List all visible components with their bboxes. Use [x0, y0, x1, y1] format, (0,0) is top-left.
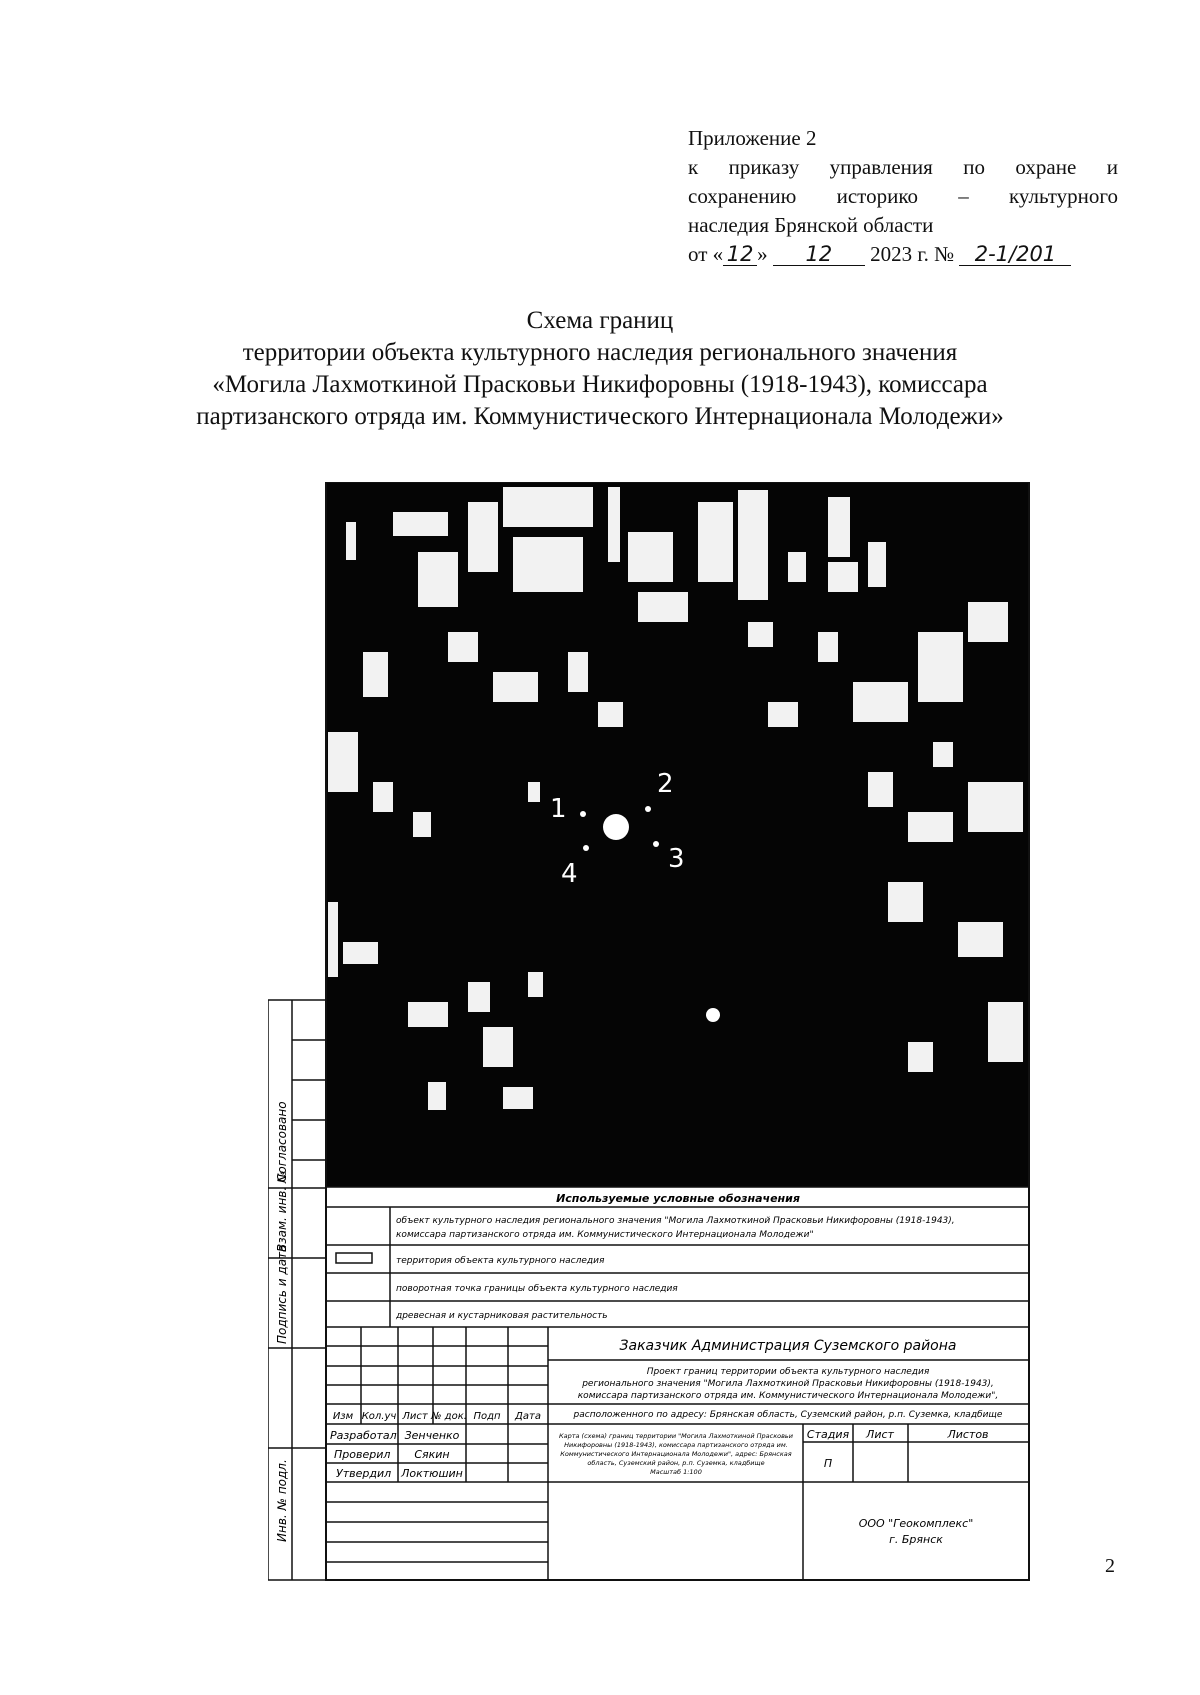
project-line-2: регионального значения "Могила Лахмоткиной Прасковьи Никифоровны (1918-1943),: [582, 1379, 994, 1389]
side-soglasovano: Согласовано: [275, 1101, 289, 1182]
project-line-3: комиссара партизанского отряда им. Коммунистического Интернационала Молодежи",: [577, 1391, 999, 1401]
side-vzam: Взам. инв. №: [275, 1170, 289, 1252]
name-developed: Зенченко: [404, 1429, 460, 1442]
point-label-3: 3: [668, 844, 685, 874]
side-podpis: Подпись и дата: [275, 1244, 289, 1344]
sheet-label: Лист: [866, 1428, 894, 1441]
legend-row4: древесная и кустарниковая растительность: [396, 1311, 608, 1321]
point-label-2: 2: [657, 769, 674, 799]
satellite-map: [326, 482, 1029, 1187]
map-desc-3: Коммунистического Интернационала Молодежи", адрес: Брянская: [560, 1450, 792, 1458]
date-year: 2023 г. №: [870, 242, 955, 266]
appendix-line-2: сохранению историко – культурного: [688, 184, 1118, 208]
point-label-4: 4: [561, 859, 578, 889]
side-inv: Инв. № подл.: [275, 1459, 289, 1542]
stage-value: П: [823, 1457, 833, 1470]
legend-row2: территория объекта культурного наследия: [396, 1256, 605, 1266]
map-desc-5: Масштаб 1:100: [650, 1468, 702, 1476]
tree-marker: [706, 1008, 720, 1022]
map-desc-2: Никифоровны (1918-1943), комиссара партизанского отряда им.: [564, 1441, 788, 1449]
grave-marker: [603, 814, 629, 840]
legend-header: Используемые условные обозначения: [556, 1192, 800, 1205]
appendix-heading: Приложение 2: [688, 126, 817, 150]
date-month: 12: [773, 243, 865, 266]
date-mid: »: [757, 242, 768, 266]
name-approved: Локтюшин: [401, 1467, 463, 1480]
col-doc: № док.: [431, 1411, 467, 1422]
customer-label: Заказчик Администрация Суземского района: [619, 1338, 957, 1354]
appendix-line-1: к приказу управления по охране и: [688, 155, 1118, 179]
legend-row1-line2: комиссара партизанского отряда им. Коммунистического Интернационала Молодежи": [396, 1230, 814, 1240]
legend-row1-line1: объект культурного наследия регионального значения "Могила Лахмоткиной Прасковьи Никифоровны (1918-1943),: [396, 1216, 955, 1226]
col-list: Лист: [402, 1411, 428, 1422]
date-day: 12: [723, 243, 757, 266]
page-number: 2: [1105, 1555, 1115, 1577]
title-line-4: партизанского отряда им. Коммунистического Интернационала Молодежи»: [196, 403, 1004, 430]
turning-point-2: [645, 806, 651, 812]
map-desc-4: область, Суземский район, р.п. Суземка, кладбище: [587, 1459, 765, 1467]
name-checked: Сякин: [414, 1448, 450, 1461]
date-prefix: от «: [688, 242, 724, 266]
role-developed: Разработал: [330, 1429, 397, 1442]
order-number: 2-1/201: [959, 243, 1071, 266]
role-checked: Проверил: [334, 1448, 391, 1461]
col-data: Дата: [515, 1411, 541, 1422]
territory-legend-swatch: [336, 1253, 372, 1263]
title-line-1: Схема границ: [526, 307, 674, 334]
col-podp: Подп: [473, 1411, 501, 1422]
sheets-label: Листов: [947, 1428, 989, 1441]
turning-point-1: [580, 811, 586, 817]
point-label-1: 1: [550, 794, 567, 824]
project-line-1: Проект границ территории объекта культурного наследия: [646, 1367, 930, 1377]
legend-row3: поворотная точка границы объекта культурного наследия: [396, 1284, 678, 1294]
title-line-3: «Могила Лахмоткиной Прасковьи Никифоровны (1918-1943), комиссара: [212, 371, 988, 398]
document-title: [100, 305, 1100, 433]
stage-label: Стадия: [806, 1428, 850, 1441]
company-name: ООО "Геокомплекс": [858, 1517, 974, 1530]
project-line-4: расположенного по адресу: Брянская область, Суземский район, р.п. Суземка, кладбище: [573, 1410, 1003, 1420]
drawing-sheet: [268, 482, 1048, 1582]
appendix-line-3: наследия Брянской области: [688, 213, 934, 237]
turning-point-3: [653, 841, 659, 847]
title-line-2: территории объекта культурного наследия регионального значения: [242, 339, 958, 366]
appendix-header: [688, 124, 1118, 269]
col-kolvo: Кол.уч: [361, 1411, 397, 1422]
company-city: г. Брянск: [889, 1533, 943, 1546]
col-izm: Изм: [332, 1411, 354, 1422]
turning-point-4: [583, 845, 589, 851]
appendix-date-line: [688, 240, 1118, 269]
role-approved: Утвердил: [336, 1467, 392, 1480]
map-desc-1: Карта (схема) границ территории "Могила Лахмоткиной Прасковьи: [559, 1432, 793, 1440]
